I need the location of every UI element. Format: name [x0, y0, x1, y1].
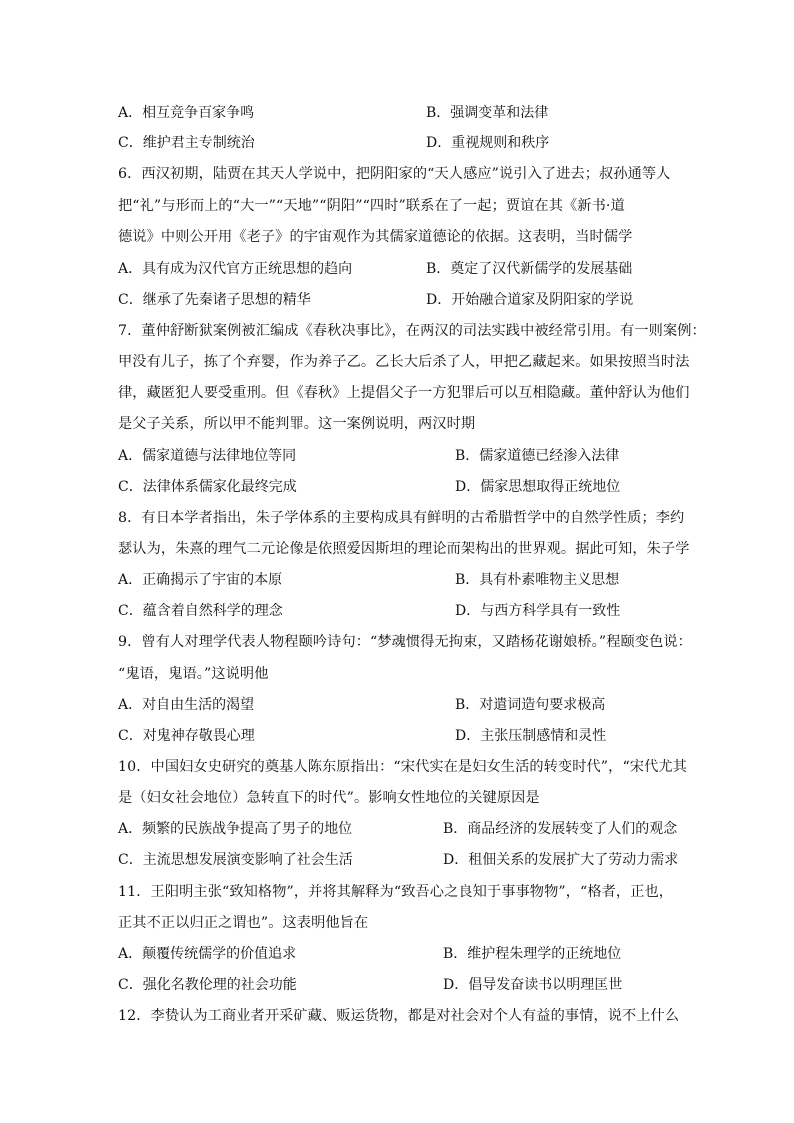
q8-option-a[interactable]: A．正确揭示了宇宙的本原 [118, 572, 283, 588]
q9-stem-line-2: “鬼语，鬼语。”这说明他 [118, 666, 269, 682]
q11-stem-line-2: 正其不正以归正之谓也”。这表明他旨在 [118, 915, 369, 931]
q6-option-d[interactable]: D．开始融合道家及阴阳家的学说 [426, 292, 634, 308]
q11-option-d[interactable]: D．倡导发奋读书以明理匡世 [443, 977, 623, 993]
q12-stem-line-1: 12．李贽认为工商业者开采矿藏、贩运货物，都是对社会对个人有益的事情，说不上什么 [118, 1008, 680, 1024]
q6-option-c[interactable]: C．继承了先秦诸子思想的精华 [118, 292, 311, 308]
q7-option-a[interactable]: A．儒家道德与法律地位等同 [118, 448, 297, 464]
q11-option-a[interactable]: A．颠覆传统儒学的价值追求 [118, 946, 297, 962]
q7-stem-line-3: 律，藏匿犯人要受重刑。但《春秋》上提倡父子一方犯罪后可以互相隐藏。董仲舒认为他们 [118, 385, 690, 401]
q8-option-d[interactable]: D．与西方科学具有一致性 [455, 603, 621, 619]
q11-stem-line-1: 11．王阳明主张“致知格物”，并将其解释为“致吾心之良知于事事物物”，“格者，正也， [118, 884, 674, 900]
q10-option-c[interactable]: C．主流思想发展演变影响了社会生活 [118, 852, 353, 868]
q6-option-b[interactable]: B．奠定了汉代新儒学的发展基础 [426, 261, 633, 277]
q8-stem-line-2: 瑟认为，朱熹的理气二元论像是依照爱因斯坦的理论而架构出的世界观。据此可知，朱子学 [118, 541, 690, 557]
q6-stem-line-1: 6．西汉初期，陆贾在其天人学说中，把阴阳家的“天人感应”说引入了进去；叔孙通等人 [118, 166, 671, 182]
q11-option-b[interactable]: B．维护程朱理学的正统地位 [443, 946, 622, 962]
q7-stem-line-1: 7．董仲舒断狱案例被汇编成《春秋决事比》，在两汉的司法实践中被经常引用。有一则案例： [118, 323, 706, 339]
q5-option-d[interactable]: D．重视规则和秩序 [426, 135, 550, 151]
q6-stem-line-2: 把“礼”与形而上的“大一”“天地”“阴阳”“四时”联系在了一起；贾谊在其《新书·道 [118, 198, 625, 214]
q6-stem-line-3: 德说》中则公开用《老子》的宇宙观作为其儒家道德论的依据。这表明，当时儒学 [118, 229, 633, 245]
q9-option-c[interactable]: C．对鬼神存敬畏心理 [118, 728, 255, 744]
q9-stem-line-1: 9．曾有人对理学代表人物程颐吟诗句：“梦魂惯得无拘束，又踏杨花谢娘桥。”程颐变色说： [118, 634, 692, 650]
q7-option-b[interactable]: B．儒家道德已经渗入法律 [455, 448, 620, 464]
q9-option-b[interactable]: B．对遣词造句要求极高 [455, 697, 606, 713]
q5-option-c[interactable]: C．维护君主专制统治 [118, 135, 255, 151]
q7-option-d[interactable]: D．儒家思想取得正统地位 [455, 479, 621, 495]
q7-stem-line-4: 是父子关系，所以甲不能判罪。这一案例说明，两汉时期 [118, 416, 476, 432]
q7-option-c[interactable]: C．法律体系儒家化最终完成 [118, 479, 297, 495]
q10-option-a[interactable]: A．频繁的民族战争提高了男子的地位 [118, 821, 353, 837]
q10-stem-line-2: 是（妇女社会地位）急转直下的时代”。影响女性地位的关键原因是 [118, 790, 540, 806]
q7-stem-line-2: 甲没有儿子，拣了个弃婴，作为养子乙。乙长大后杀了人，甲把乙藏起来。如果按照当时法 [118, 354, 690, 370]
q10-option-d[interactable]: D．租佃关系的发展扩大了劳动力需求 [443, 852, 679, 868]
q11-option-c[interactable]: C．强化名教伦理的社会功能 [118, 977, 297, 993]
q8-stem-line-1: 8．有日本学者指出，朱子学体系的主要构成具有鲜明的古希腊哲学中的自然学性质；李约 [118, 510, 685, 526]
q6-option-a[interactable]: A．具有成为汉代官方正统思想的趋向 [118, 261, 353, 277]
q5-option-a[interactable]: A．相互竞争百家争鸣 [118, 105, 255, 121]
q10-option-b[interactable]: B．商品经济的发展转变了人们的观念 [443, 821, 678, 837]
q5-option-b[interactable]: B．强调变革和法律 [426, 105, 549, 121]
q9-option-a[interactable]: A．对自由生活的渴望 [118, 697, 255, 713]
q10-stem-line-1: 10．中国妇女史研究的奠基人陈东原指出：“宋代实在是妇女生活的转变时代”，“宋代尤其 [118, 759, 687, 775]
q8-option-c[interactable]: C．蕴含着自然科学的理念 [118, 603, 283, 619]
q8-option-b[interactable]: B．具有朴素唯物主义思想 [455, 572, 620, 588]
q9-option-d[interactable]: D．主张压制感情和灵性 [455, 728, 607, 744]
